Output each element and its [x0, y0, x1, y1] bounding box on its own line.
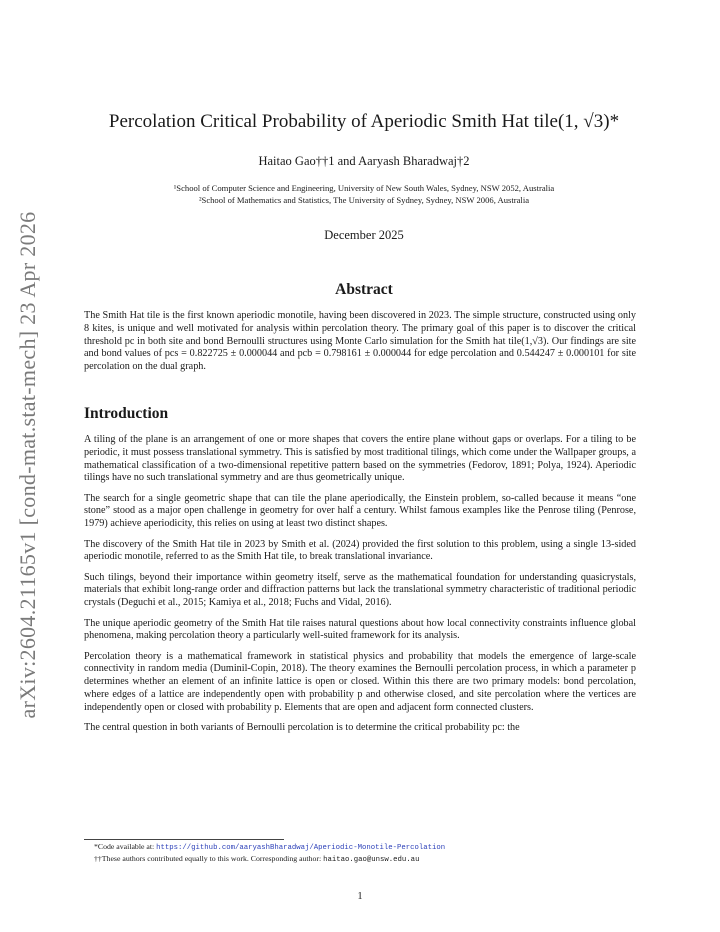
paper-authors: Haitao Gao††1 and Aaryash Bharadwaj†2	[258, 154, 470, 168]
introduction-heading: Introduction	[84, 405, 169, 422]
paragraph: Such tilings, beyond their importance within geometry itself, serve as the mathematical foundation for understanding quasicrystals, materials that exhibit long-range order and diffraction patterns but lack the translational symmetry characteristic of traditional periodic crystals (Deguchi et al., 2015; Kamiya et al., 2018; Fuchs and Vidal, 2016).	[84, 571, 636, 609]
arxiv-identifier: arXiv:2604.21165v1 [cond-mat.stat-mech] 23 Apr 2026	[15, 211, 40, 719]
code-link[interactable]: https://github.com/aaryashBharadwaj/Aperiodic-Monotile-Percolation	[156, 844, 446, 852]
paragraph: The central question in both variants of Bernoulli percolation is to determine the critical probability pc: the	[84, 722, 520, 734]
footnotes	[84, 839, 636, 865]
abstract-heading: Abstract	[335, 281, 393, 298]
affiliation-1: ¹School of Computer Science and Engineering, University of New South Wales, Sydney, NSW 2052, Australia	[173, 183, 555, 193]
introduction-body	[84, 434, 636, 742]
paper-date: December 2025	[324, 228, 404, 242]
paragraph: Percolation theory is a mathematical framework in statistical physics and probability that models the emergence of large-scale connectivity in random media (Duminil-Copin, 2018). The theory examines the Bernoulli percolation process, in which a parameter p determines whether an element of an infinite lattice is open or closed. Within this there are two primary models: bond percolation, where edges of a lattice are independently open with probability p and otherwise closed, and site percolation where the vertices are independently open or closed with probability p. Elements that are open and adjacent form connected clusters.	[84, 650, 636, 713]
code-footnote	[84, 842, 636, 854]
page-number: 1	[357, 891, 363, 902]
email-address: haitao.gao@unsw.edu.au	[323, 855, 420, 864]
arxiv-sidebar-stamp	[6, 0, 50, 932]
affiliation-2: ²School of Mathematics and Statistics, The University of Sydney, Sydney, NSW 2006, Australia	[198, 195, 530, 205]
code-footnote-label: *Code available at:	[94, 842, 157, 851]
footnote-rule	[84, 839, 284, 840]
contribution-footnote-label: ††These authors contributed equally to this work. Corresponding author:	[94, 853, 324, 863]
paragraph: A tiling of the plane is an arrangement of one or more shapes that covers the entire plane without gaps or overlaps. For a tiling to be periodic, it must possess translational symmetry. This is satisfied by most traditional tilings, which come under the Wallpaper groups, a mathematical classification of a two-dimensional repetitive pattern based on the symmetries (Fedorov, 1891; Polya, 1924). Aperiodic tilings have no such translational symmetry and are thus geometrically unique.	[84, 434, 636, 484]
paragraph: The discovery of the Smith Hat tile in 2023 by Smith et al. (2024) provided the first solution to this problem, using a single 13-sided aperiodic monotile, referred to as the Smith Hat tile, to break translational invariance.	[84, 538, 636, 563]
paper-title: Percolation Critical Probability of Aperiodic Smith Hat tile(1, √3)*	[108, 111, 620, 132]
paragraph: The unique aperiodic geometry of the Smith Hat tile raises natural questions about how local connectivity constraints influence global phenomena, making percolation theory a particularly well-suited framework for its analysis.	[84, 617, 636, 642]
contribution-footnote	[84, 854, 636, 866]
affiliations	[84, 182, 644, 206]
paragraph: The search for a single geometric shape that can tile the plane aperiodically, the Einstein problem, so-called because it means “one stone” stood as a major open challenge in geometry for over half a century. Whilst famous examples like the Penrose tiling (Penrose, 1979) achieve aperiodicity, this relies on using at least two distinct shapes.	[84, 492, 636, 530]
abstract-text: The Smith Hat tile is the first known aperiodic monotile, having been discovered in 2023. The simple structure, constructed using only 8 kites, is unique and well motivated for analysis within percolation theory. The primary goal of this paper is to discover the critical threshold pc in both site and bond Bernoulli structures using Monte Carlo simulation for the Smith hat tile(1,√3). Our findings are site and bond values of pcs = 0.822725 ± 0.000044 and pcb = 0.798161 ± 0.000044 for edge percolation and 0.544247 ± 0.000101 for site percolation on the dual graph.	[84, 310, 636, 373]
